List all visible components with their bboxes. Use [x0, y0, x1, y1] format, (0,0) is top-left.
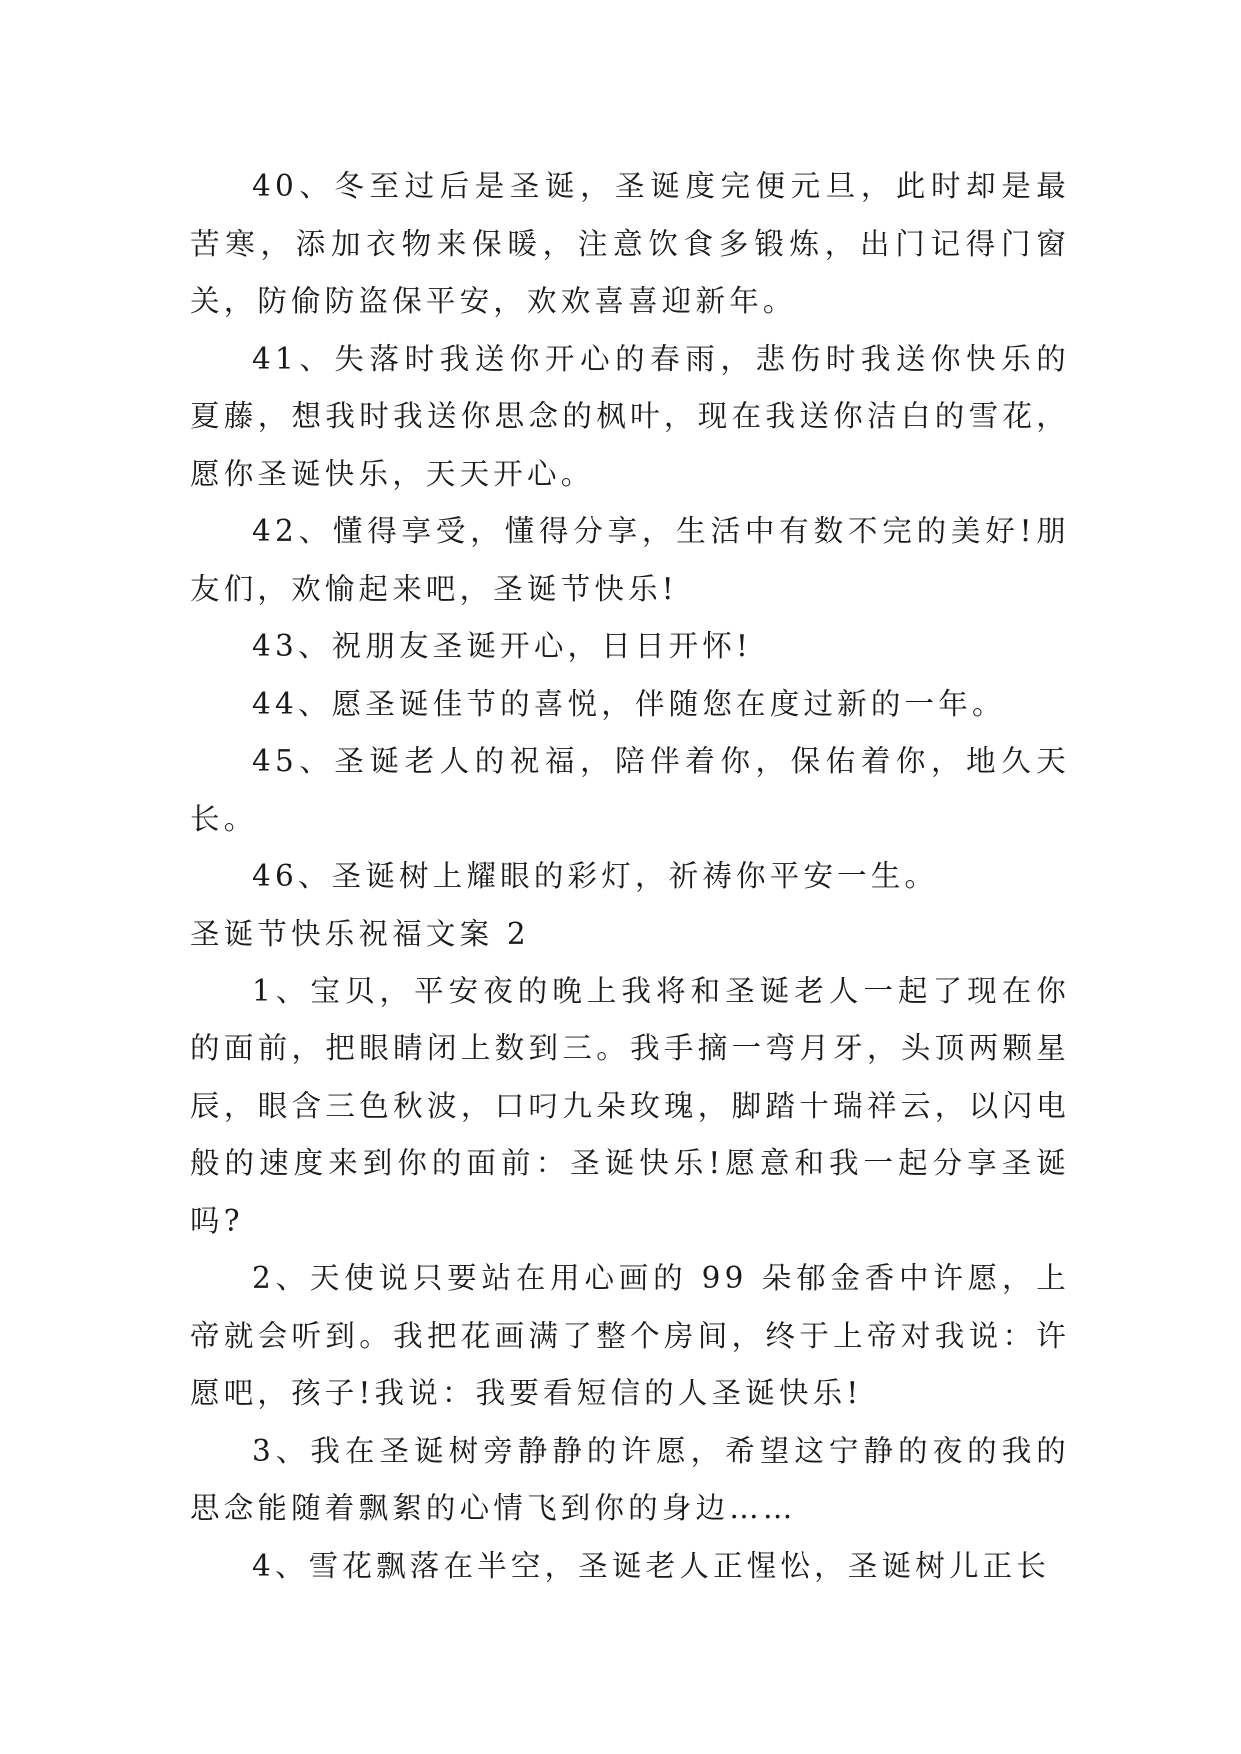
paragraph-44: 44、愿圣诞佳节的喜悦，伴随您在度过新的一年。: [252, 686, 1006, 721]
paragraph-45: 45、圣诞老人的祝福，陪伴着你，保佑着你，地久天长。: [190, 744, 1070, 836]
paragraph-42: 42、懂得享受，懂得分享，生活中有数不完的美好!朋友们，欢愉起来吧，圣诞节快乐!: [190, 514, 1070, 606]
paragraph-40: 40、冬至过后是圣诞，圣诞度完便元旦，此时却是最苦寒，添加衣物来保暖，注意饮食多锻炼，出门记得门窗关，防偷防盗保平安，欢欢喜喜迎新年。: [190, 169, 1070, 318]
paragraph-46: 46、圣诞树上耀眼的彩灯，祈祷你平安一生。: [252, 859, 939, 893]
paragraph-43: 43、祝朋友圣诞开心，日日开怀!: [252, 629, 753, 663]
paragraph-2-3: 3、我在圣诞树旁静静的许愿，希望这宁静的夜的我的思念能随着飘絮的心情飞到你的身边……: [190, 1433, 1070, 1525]
section-heading: 圣诞节快乐祝福文案 2: [190, 916, 530, 951]
paragraph-2-1: 1、宝贝，平安夜的晚上我将和圣诞老人一起了现在你的面前，把眼睛闭上数到三。我手摘一弯月牙，头顶两颗星辰，眼含三色秋波，口叼九朵玫瑰，脚踏十瑞祥云，以闪电般的速度来到你的面前：圣诞快乐!愿意和我一起分享圣诞吗?: [190, 973, 1070, 1238]
paragraph-2-4: 4、雪花飘落在半空，圣诞老人正惺忪，圣诞树儿正长: [252, 1548, 1051, 1583]
paragraph-2-2: 2、天使说只要站在用心画的 99 朵郁金香中许愿，上帝就会听到。我把花画满了整个房间，终于上帝对我说：许愿吧，孩子!我说：我要看短信的人圣诞快乐!: [190, 1261, 1070, 1410]
document-page: [190, 158, 1070, 1595]
paragraph-41: 41、失落时我送你开心的春雨，悲伤时我送你快乐的夏藤，想我时我送你思念的枫叶，现在我送你洁白的雪花，愿你圣诞快乐，天天开心。: [190, 341, 1070, 491]
